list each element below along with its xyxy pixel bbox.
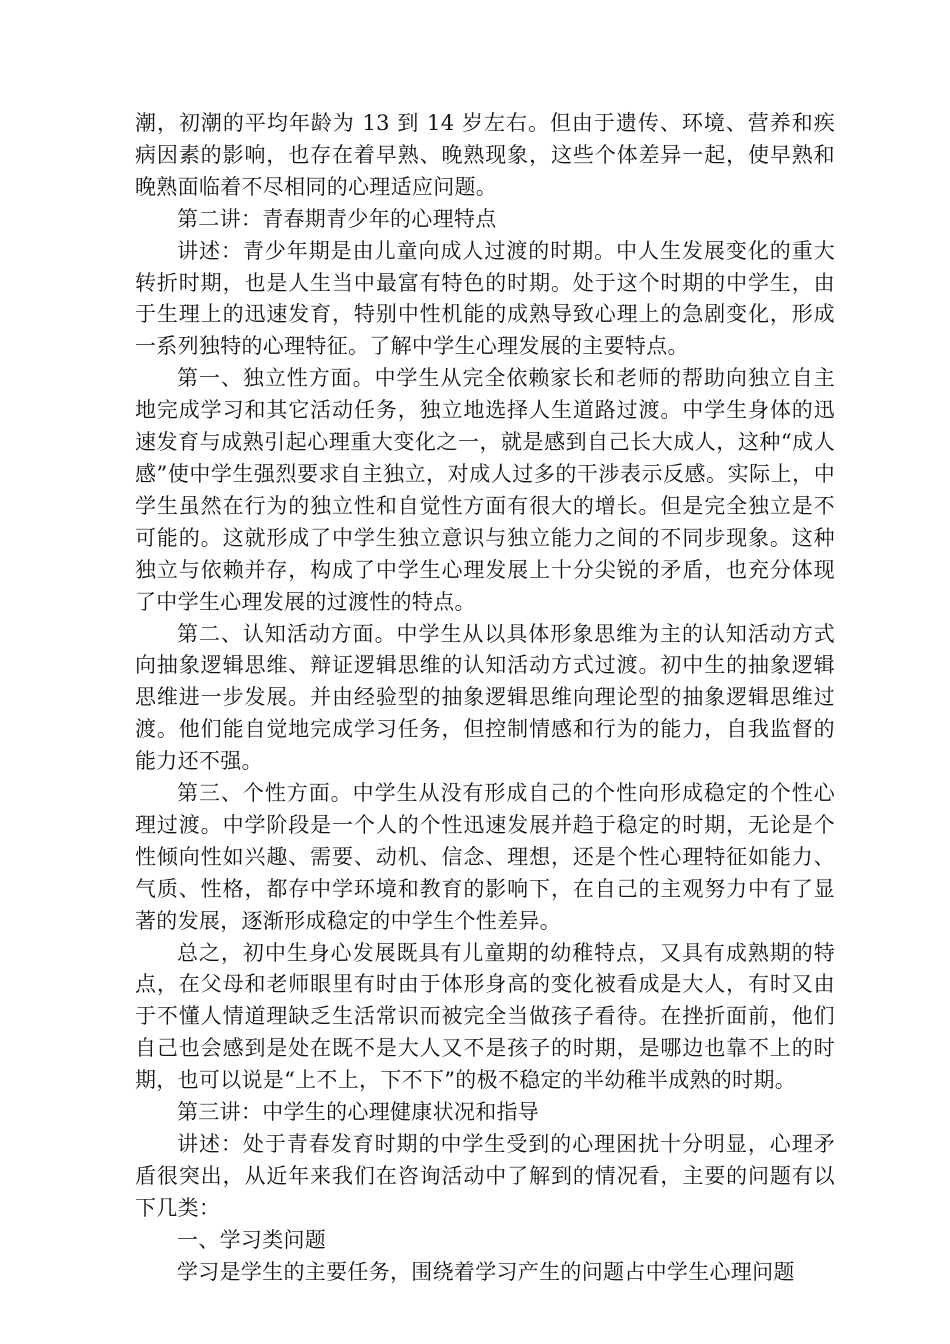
- paragraph-lecture-2-intro: 讲述：青少年期是由儿童向成人过渡的时期。中人生发展变化的重大转折时期，也是人生当中最富有特色的时期。处于这个时期的中学生，由于生理上的迅速发育，特别中性机能的成熟导致心理上的急剧变化，形成一系列独特的心理特征。了解中学生心理发展的主要特点。: [135, 238, 835, 359]
- document-body: [135, 108, 835, 1289]
- paragraph-learning-problems: 学习是学生的主要任务，围绕着学习产生的问题占中学生心理问题: [177, 1259, 795, 1284]
- paragraph-lecture-3-intro: 讲述：处于青春发育时期的中学生受到的心理困扰十分明显，心理矛盾很突出，从近年来我们在咨询活动中了解到的情况看，主要的问题有以下几类：: [135, 1132, 835, 1220]
- paragraph-independence: 第一、独立性方面。中学生从完全依赖家长和老师的帮助向独立自主地完成学习和其它活动任务，独立地选择人生道路过渡。中学生身体的迅速发育与成熟引起心理重大变化之一，就是感到自己长大成人，这种“成人感”使中学生强烈要求自主独立，对成人过多的干涉表示反感。实际上，中学生虽然在行为的独立性和自觉性方面有很大的增长。但是完全独立是不可能的。这就形成了中学生独立意识与独立能力之间的不同步现象。这种独立与依赖并存，构成了中学生心理发展上十分尖锐的矛盾，也充分体现了中学生心理发展的过渡性的特点。: [135, 366, 835, 614]
- paragraph-personality: 第三、个性方面。中学生从没有形成自己的个性向形成稳定的个性心理过渡。中学阶段是一个人的个性迅速发展并趋于稳定的时期，无论是个性倾向性如兴趣、需要、动机、信念、理想，还是个性心理特征如能力、气质、性格，都存中学环境和教育的影响下，在自己的主观努力中有了显著的发展，逐渐形成稳定的中学生个性差异。: [135, 781, 835, 933]
- section-heading-lecture-3: 第三讲：中学生的心理健康状况和指导: [177, 1100, 540, 1125]
- paragraph-cognition: 第二、认知活动方面。中学生从以具体形象思维为主的认知活动方式向抽象逻辑思维、辩证逻辑思维的认知活动方式过渡。初中生的抽象逻辑思维进一步发展。并由经验型的抽象逻辑思维向理论型的抽象逻辑思维过渡。他们能自觉地完成学习任务，但控制情感和行为的能力，自我监督的能力还不强。: [135, 621, 835, 774]
- paragraph-continuation: 潮，初潮的平均年龄为 13 到 14 岁左右。但由于遗传、环境、营养和疾病因素的影响，也存在着早熟、晚熟现象，这些个体差异一起，使早熟和晚熟面临着不尽相同的心理适应问题。: [135, 111, 835, 199]
- section-heading-lecture-2: 第二讲：青春期青少年的心理特点: [177, 206, 497, 231]
- paragraph-summary: 总之，初中生身心发展既具有儿童期的幼稚特点，又具有成熟期的特点，在父母和老师眼里有时由于体形身高的变化被看成是大人，有时又由于不懂人情道理缺乏生活常识而被完全当做孩子看待。在挫折面前，他们自己也会感到是处在既不是大人又不是孩子的时期，是哪边也靠不上的时期，也可以说是“上不上，下不下”的极不稳定的半幼稚半成熟的时期。: [135, 940, 835, 1093]
- subheading-learning-problems: 一、学习类问题: [177, 1227, 327, 1252]
